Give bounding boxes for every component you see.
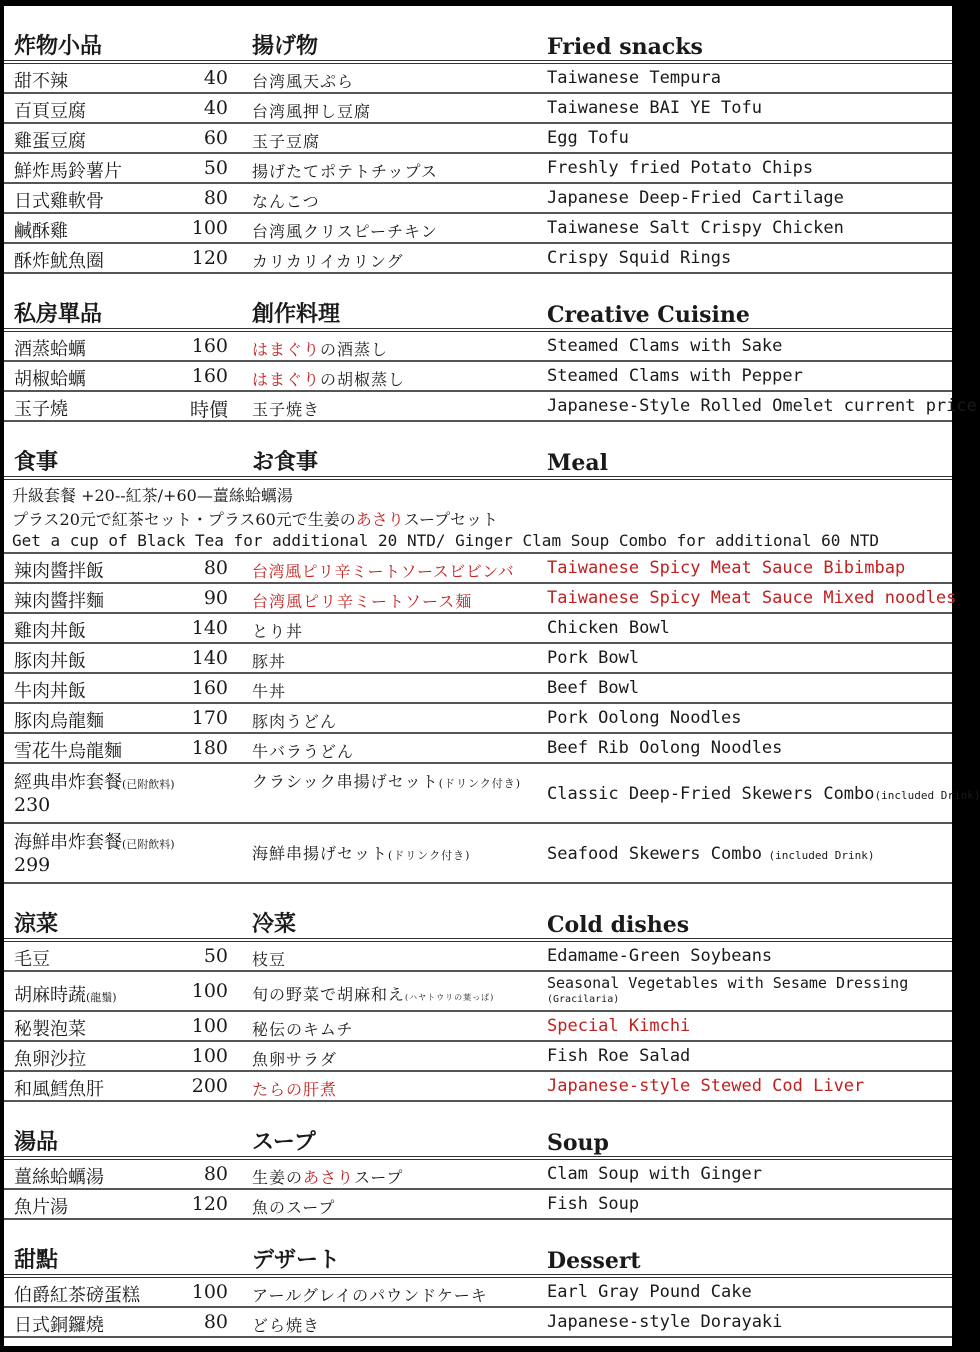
item-name-en-main: Seasonal Vegetables with Sesame Dressing	[547, 974, 909, 992]
item-name-en: Special Kimchi	[547, 1016, 691, 1036]
item-name-jp: 台湾風押し豆腐	[252, 102, 372, 121]
item-name-jp: 揚げたてポテトチップス	[252, 162, 438, 181]
item-name-zh: 辣肉醬拌飯	[14, 561, 104, 582]
item-name-en: Taiwanese Salt Crispy Chicken	[547, 218, 844, 238]
menu-item	[4, 362, 952, 392]
menu-item	[4, 704, 952, 734]
item-name-zh: 伯爵紅茶磅蛋糕	[14, 1285, 140, 1306]
item-price: 200	[191, 1075, 228, 1097]
item-name-jp: 豚丼	[252, 652, 287, 671]
section-meal	[4, 448, 980, 884]
menu-item	[4, 942, 952, 972]
item-name-en: Steamed Clams with Pepper	[547, 366, 803, 386]
item-name-jp: 玉子豆腐	[252, 132, 321, 151]
menu-item	[4, 1072, 952, 1102]
item-price: 160	[191, 365, 228, 387]
item-name-jp-rest: の胡椒蒸し	[320, 370, 406, 389]
item-price: 100	[191, 980, 228, 1002]
menu-page	[4, 6, 980, 1346]
item-price: 140	[191, 647, 228, 669]
item-name-jp-highlight: はまぐり	[252, 340, 321, 359]
item-name-jp-main: 海鮮串揚げセット	[252, 844, 389, 863]
item-name-jp: 牛バラうどん	[252, 742, 355, 761]
section-header	[4, 448, 952, 480]
section-title-en: Fried snacks	[547, 34, 703, 60]
item-price: 100	[191, 217, 228, 239]
item-name-jp-highlight: あさり	[303, 1168, 355, 1187]
item-name-jp-note: (ハヤトウリの葉っぱ)	[405, 993, 495, 1002]
item-name-en: Clam Soup with Ginger	[547, 1164, 762, 1184]
menu-item	[4, 1042, 952, 1072]
item-name-zh: 酒蒸蛤蠣	[14, 339, 86, 360]
item-name-zh: 牛肉丼飯	[14, 681, 86, 702]
item-name-zh: 日式銅鑼燒	[14, 1315, 104, 1336]
item-name-zh: 玉子燒	[14, 399, 68, 420]
item-name-en: Edamame-Green Soybeans	[547, 946, 773, 966]
menu-item	[4, 214, 952, 244]
section-header	[4, 300, 952, 332]
section-fried-snacks	[4, 32, 952, 274]
item-name-jp-a: 生姜の	[252, 1168, 304, 1187]
item-price: 90	[203, 587, 228, 609]
menu-item	[4, 674, 952, 704]
menu-item	[4, 1012, 952, 1042]
item-name-en: Chicken Bowl	[547, 618, 670, 638]
menu-item	[4, 972, 952, 1012]
item-price: 140	[191, 617, 228, 639]
item-name-jp	[252, 844, 537, 866]
item-name-jp: とり丼	[252, 622, 304, 641]
item-name-jp: 台湾風ピリ辛ミートソースビビンバ	[252, 562, 515, 581]
item-price: 50	[203, 157, 228, 179]
item-price: 170	[191, 707, 228, 729]
menu-item	[4, 734, 952, 764]
item-name-zh: 魚片湯	[14, 1197, 68, 1218]
item-name-zh: 雪花牛烏龍麵	[14, 741, 122, 762]
item-name-jp	[252, 367, 405, 390]
item-price: 100	[191, 1015, 228, 1037]
section-title-jp: スープ	[252, 1129, 316, 1155]
item-price: 100	[191, 1045, 228, 1067]
section-title-zh: 炸物小品	[14, 33, 103, 59]
item-price: 120	[191, 247, 228, 269]
combo-note-jp-text	[12, 507, 498, 530]
item-name-jp: 魚のスープ	[252, 1198, 336, 1217]
section-title-zh: 私房單品	[14, 301, 103, 327]
item-name-zh: 雞肉丼飯	[14, 621, 86, 642]
item-name-jp	[252, 772, 537, 794]
menu-item	[4, 64, 952, 94]
combo-item	[4, 824, 952, 884]
combo-note-zh-text: 升級套餐 +20--紅茶/+60—薑絲蛤蠣湯	[12, 486, 293, 505]
item-name-en: Beef Bowl	[547, 678, 640, 698]
item-name-en: Japanese-style Dorayaki	[547, 1312, 783, 1332]
menu-item	[4, 584, 957, 614]
menu-item	[4, 1160, 952, 1190]
item-name-en: Taiwanese Spicy Meat Sauce Mixed noodles	[547, 588, 957, 608]
item-name-zh: 鮮炸馬鈴薯片	[14, 161, 122, 182]
item-price: 80	[203, 557, 228, 579]
menu-item	[4, 554, 952, 584]
menu-item	[4, 1190, 952, 1220]
item-price: 100	[191, 1281, 228, 1303]
section-title-jp: 揚げ物	[252, 33, 319, 59]
item-name-jp: アールグレイのパウンドケーキ	[252, 1286, 488, 1305]
item-name-jp: カリカリイカリング	[252, 252, 404, 271]
item-name-jp	[252, 337, 388, 360]
item-name-jp-main: 旬の野菜で胡麻和え	[252, 985, 406, 1004]
item-name-zh: 和風鱈魚肝	[14, 1079, 104, 1100]
item-name-jp: 牛丼	[252, 682, 287, 701]
section-title-jp: お食事	[252, 449, 319, 475]
item-name-en: Taiwanese BAI YE Tofu	[547, 98, 762, 118]
combo-note-jp	[4, 504, 952, 528]
item-name-en: Japanese Deep-Fried Cartilage	[547, 188, 844, 208]
section-title-jp: デザート	[252, 1247, 341, 1273]
item-name-zh: 鹹酥雞	[14, 221, 68, 242]
item-price: 80	[203, 1163, 228, 1185]
section-title-zh: 食事	[14, 449, 59, 475]
section-creative-cuisine	[4, 300, 977, 422]
item-name-en-note: (Gracilaria)	[547, 994, 620, 1005]
item-name-zh: 百頁豆腐	[14, 101, 86, 122]
section-title-zh: 涼菜	[14, 911, 59, 937]
item-price: 50	[203, 945, 228, 967]
section-title-zh: 甜點	[14, 1247, 59, 1273]
section-header	[4, 1128, 952, 1160]
item-price: 160	[191, 335, 228, 357]
item-name-en: Crispy Squid Rings	[547, 248, 732, 268]
item-name-en-main: Seafood Skewers Combo	[547, 844, 762, 864]
section-title-en: Cold dishes	[547, 912, 690, 938]
item-name-zh: 酥炸魷魚圈	[14, 251, 104, 272]
item-name-en-note: (included Drink)	[874, 789, 980, 802]
item-name-en-main: Classic Deep-Fried Skewers Combo	[547, 784, 875, 804]
item-name-zh	[14, 981, 117, 1007]
item-name-zh: 薑絲蛤蠣湯	[14, 1167, 104, 1188]
item-price: 40	[203, 67, 228, 89]
item-name-en	[547, 844, 875, 864]
item-name-en: Pork Oolong Noodles	[547, 708, 742, 728]
menu-item	[4, 332, 952, 362]
section-soup	[4, 1128, 952, 1220]
menu-item	[4, 644, 952, 674]
item-name-jp: たらの肝煮	[252, 1080, 338, 1099]
item-price: 299	[14, 854, 51, 876]
menu-item	[4, 392, 977, 422]
menu-item	[4, 614, 952, 644]
menu-item	[4, 244, 952, 274]
item-price: 160	[191, 677, 228, 699]
item-name-en: Freshly fried Potato Chips	[547, 158, 814, 178]
item-name-zh	[14, 828, 175, 854]
item-name-en: Pork Bowl	[547, 648, 640, 668]
item-name-en: Taiwanese Spicy Meat Sauce Bibimbap	[547, 558, 906, 578]
item-name-zh: 胡椒蛤蠣	[14, 369, 86, 390]
item-price: 40	[203, 97, 228, 119]
section-title-en: Creative Cuisine	[547, 302, 750, 328]
item-name-zh-note: (龍鬚)	[86, 991, 117, 1004]
section-title-en: Soup	[547, 1130, 609, 1156]
section-title-zh: 湯品	[14, 1129, 59, 1155]
item-name-en: Japanese-Style Rolled Omelet current price	[547, 396, 977, 416]
item-name-jp: なんこつ	[252, 192, 320, 211]
item-name-jp: 台湾風クリスピーチキン	[252, 222, 438, 241]
item-name-zh: 秘製泡菜	[14, 1019, 86, 1040]
item-price: 時價	[189, 399, 228, 421]
item-name-zh: 雞蛋豆腐	[14, 131, 86, 152]
item-name-zh-main: 胡麻時蔬	[14, 985, 86, 1006]
item-name-zh: 日式雞軟骨	[14, 191, 104, 212]
section-title-en: Meal	[547, 450, 608, 476]
section-header	[4, 32, 952, 64]
item-price: 120	[191, 1193, 228, 1215]
item-name-zh: 甜不辣	[14, 71, 68, 92]
item-price: 230	[14, 794, 51, 816]
item-name-jp: 秘伝のキムチ	[252, 1020, 354, 1039]
section-title-jp: 創作料理	[252, 301, 341, 327]
item-name-en: Beef Rib Oolong Noodles	[547, 738, 783, 758]
item-name-en: Steamed Clams with Sake	[547, 336, 783, 356]
item-name-en: Egg Tofu	[547, 128, 629, 148]
item-name-zh-main: 海鮮串炸套餐	[14, 832, 122, 853]
section-dessert	[4, 1246, 952, 1338]
item-name-jp-note: (ドリンク付き)	[438, 777, 522, 790]
menu-item	[4, 94, 952, 124]
combo-note-zh	[4, 480, 952, 504]
item-name-en: Taiwanese Tempura	[547, 68, 721, 88]
item-price: 80	[203, 1311, 228, 1333]
item-name-jp	[252, 1165, 403, 1188]
item-name-jp-b: スープ	[354, 1168, 404, 1187]
item-name-jp: どら焼き	[252, 1316, 321, 1335]
item-name-jp-rest: の酒蒸し	[320, 340, 389, 359]
item-name-zh-main: 經典串炸套餐	[14, 772, 122, 793]
item-name-en	[547, 784, 980, 804]
item-name-en: Japanese-style Stewed Cod Liver	[547, 1076, 865, 1096]
item-name-en: Fish Roe Salad	[547, 1046, 691, 1066]
combo-note-en	[4, 528, 952, 554]
item-name-jp: 玉子焼き	[252, 400, 321, 419]
menu-item	[4, 154, 952, 184]
combo-note-jp-b: スープセット	[403, 510, 499, 529]
menu-item	[4, 1308, 952, 1338]
item-name-zh-note: (已附飲料)	[122, 778, 175, 791]
item-name-zh: 辣肉醬拌麵	[14, 591, 104, 612]
section-header	[4, 910, 952, 942]
item-name-zh: 豚肉丼飯	[14, 651, 86, 672]
combo-item	[4, 764, 980, 824]
section-header	[4, 1246, 952, 1278]
item-price: 60	[203, 127, 228, 149]
item-name-jp: 豚肉うどん	[252, 712, 338, 731]
section-title-en: Dessert	[547, 1248, 641, 1274]
item-name-en-note: (included Drink)	[761, 849, 875, 862]
section-cold-dishes	[4, 910, 952, 1102]
item-name-jp-note: (ドリンク付き)	[388, 849, 471, 862]
section-title-jp: 冷菜	[252, 911, 297, 937]
item-name-zh: 魚卵沙拉	[14, 1049, 86, 1070]
menu-item	[4, 1278, 952, 1308]
item-name-jp: 枝豆	[252, 950, 287, 969]
item-price: 80	[203, 187, 228, 209]
menu-item	[4, 124, 952, 154]
item-name-jp: 台湾風ピリ辛ミートソース麺	[252, 592, 473, 611]
item-name-jp: 魚卵サラダ	[252, 1050, 337, 1069]
item-name-zh: 豚肉烏龍麵	[14, 711, 104, 732]
item-name-zh-note: (已附飲料)	[122, 838, 175, 851]
item-name-jp-highlight: はまぐり	[252, 370, 321, 389]
item-name-jp	[252, 982, 494, 1005]
combo-note-jp-highlight: あさり	[355, 510, 404, 529]
item-name-en: Fish Soup	[547, 1194, 640, 1214]
combo-note-en-text: Get a cup of Black Tea for additional 20 NTD/ Ginger Clam Soup Combo for additional 60 NTD	[12, 531, 879, 550]
item-name-zh	[14, 768, 175, 794]
combo-note-jp-a: プラス20元で紅茶セット・プラス60元で生姜の	[12, 510, 356, 529]
item-name-zh: 毛豆	[14, 949, 50, 970]
item-price: 180	[191, 737, 228, 759]
menu-item	[4, 184, 952, 214]
item-name-jp-main: クラシック串揚げセット	[252, 772, 439, 791]
item-name-jp: 台湾風天ぷら	[252, 72, 355, 91]
item-name-en: Earl Gray Pound Cake	[547, 1282, 752, 1302]
